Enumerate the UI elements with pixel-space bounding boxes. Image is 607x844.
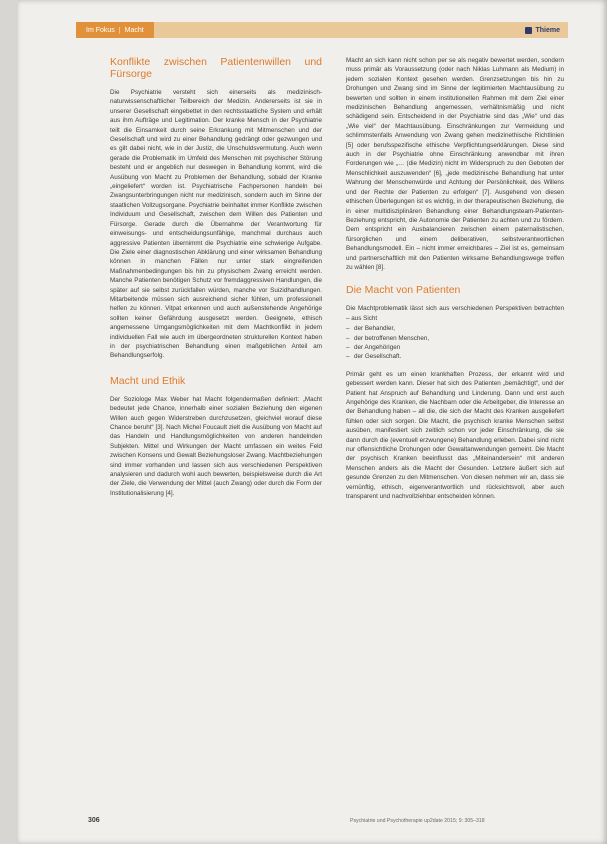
list-item: – der Angehörigen bbox=[346, 343, 564, 352]
paragraph-macht-ethik: Der Soziologe Max Weber hat Macht folgendermaßen definiert: „Macht bedeutet jede Chance, innerhalb einer sozialen Beziehung den eigenen Willen auch gegen Widerstreben durchzusetzen, gleichviel worauf diese Chance beruht“ [3]. Nach Michel Foucault zielt die Ausübung von Macht auf das Handeln und Handlungsmöglichkeiten von anderen handelnden Subjekten. Mittel und Wirkungen der Macht umfassen ein weites Feld zwischen Konsens und Gewalt Beziehungsloser Zwang. Machtbeziehungen sind immer vorhanden und lassen sich aus verschiedenen Perspektiven analysieren und dadurch wohl auch bewerten, beispielsweise durch die Art der Ziele, die Verwendung der Mittel (auch Zwang) oder durch die Form der Institutionalisierung [4]. bbox=[110, 395, 322, 497]
section-label: Im Fokus bbox=[86, 26, 115, 34]
left-column bbox=[110, 56, 322, 504]
subsection-label: Macht bbox=[124, 26, 144, 34]
brand-name: Thieme bbox=[535, 26, 560, 34]
document-page bbox=[18, 0, 607, 844]
paragraph-perspektiven: Die Machtproblematik lässt sich aus verschiedenen Perspektiven betrachten – aus Sicht bbox=[346, 305, 564, 322]
perspectives-list bbox=[346, 324, 564, 362]
header-separator: | bbox=[118, 26, 121, 34]
heading-macht-ethik: Macht und Ethik bbox=[110, 374, 186, 387]
list-item: – der Behandler, bbox=[346, 324, 564, 333]
publisher-logo bbox=[525, 27, 560, 34]
paragraph-krankhafter-prozess: Primär geht es um einen krankhaften Prozess, der erkannt wird und gebessert werden kann. Dieser hat sich des Patienten „bemächtigt“, und der Patient hat Anspruch auf Behandlung und Linderung. Dann und erst auch Angehörige des Kranken, die Nachbarn oder die Arbeitgeber, die Interesse an der Behandlung haben – all die, die sich der Macht des Kranken ausgeliefert fühlen oder sich sorgen. Die Macht, die psychisch kranke Menschen selbst ausüben, manifestiert sich zeitlich schon vor jeder Einschränkung, die sie dann durch die (eventuell erzwungene) Behandlung erleben. Dabei sind nicht nur offensichtliche Drohungen oder Gewaltanwendungen gemeint. Die Macht der psychisch Kranken beeinflusst das „Miteinandersein“ mit anderen Menschen anders als die Macht der Gesunden. Letztere äußert sich auf gesunde Grenzen zu den Mitmenschen. Von diesen nehmen wir an, dass sie vernünftig, ethisch, eigenverantwortlich und rücksichtsvoll, aber auch transparent und nachvollziehbar entscheiden können. bbox=[346, 370, 564, 501]
journal-citation: Psychiatrie und Psychotherapie up2date 2015; 9: 305–318 bbox=[350, 818, 485, 824]
section-tab bbox=[76, 22, 154, 38]
brand-icon bbox=[525, 27, 532, 34]
list-item: – der betroffenen Menschen, bbox=[346, 334, 564, 343]
list-item: – der Gesellschaft. bbox=[346, 352, 564, 361]
paragraph-konflikte: Die Psychiatrie versteht sich einerseits als medizinisch-naturwissenschaftlicher Teilbereich der Medizin. Andererseits ist sie in unserer Gesellschaft eingebettet in den rechtsstaatliche System und erhält aus ihm Aufträge und Legitimation. Der kranke Mensch in der Psychiatrie teilt die Einsamkeit durch seine Erkrankung mit Mitmenschen und der Gesellschaft und wird zu einer Behandlung gedrängt oder gezwungen und es gilt dabei nicht, wie in der Justiz, die Unschuldsvermutung. Auch wenn gerade die Problematik im Umfeld des Menschen mit psychischer Störung besteht und er angeblich nur deswegen in Behandlung kommt, wird die Ausübung von Macht zu Problemen der Behandlung, sobald der Kranke „eingeliefert“ worden ist. Psychiatrische Fachpersonen handeln bei Zwangsunterbringungen nicht nur medizinisch, sondern auch im Sinne der staatlichen Vollzugsorgane. Psychiatrie beinhaltet immer Konflikte zwischen Individuum und Gesellschaft, zwischen dem Willen des Patienten und Fürsorge. Gerade durch die Übernahme der Verantwortung für einweisungs- und entscheidungsunfähige, manchmal durchaus auch aggressive Patienten übernimmt die Psychiatrie eine schwierige Aufgabe. Die Ziele einer diagnostischen Abklärung und einer wirksamen Behandlung können in manchen Fällen nur unter stark eingreifenden Maßnahmenbedingungen bis hin zu physischem Zwang erreicht werden. Manche Patienten benötigen Schutz vor fremdaggressiven Handlungen, die später auf sie selbst zurückfallen würden, manche vor Suizidhandlungen. Mitarbeitende müssen sich ausreichend sicher fühlen, um professionell helfen zu können. Vitpat erkennen und auch außenstehende Angehörige sollten keiner Gefährdung ausgesetzt werden. Geeignete, ethisch angemessene Umgangsmöglichkeiten mit dem Machtkonflikt in jedem individuellen Fall wie auch im übergeordneten strukturellen Kontext haben in der psychiatrischen Behandlung einen maßgeblichen Anteil am Behandlungserfolg. bbox=[110, 89, 322, 360]
right-column bbox=[346, 56, 564, 507]
paragraph-macht-an-sich: Macht an sich kann nicht schon per se als negativ bewertet werden, sondern muss primär als Voraussetzung (oder nach Niklas Luhmann als Medium) in jedem sozialen Kontext gesehen werden. Grenzsetzungen bis hin zu Drohungen und Zwang sind im Sinne der legitimierten Machtausübung zu bewerten und sollten in einem institutionellen Rahmen mit dem Ziel einer medizinischen Behandlung angemessen, verhältnismäßig und nicht schädigend sein. Entscheidend in der Psychiatrie sind das „Wie“ und das „Wie viel“ der Machtausübung. Einschränkungen zur Vermeidung und schlimmstenfalls Anwendung von Zwang gehen medizinethische Richtlinien [5] oder berufsspezifische ethische Verpflichtungserklärungen. Diese sind auch in der Psychiatrie ohne Einschränkung anwendbar mit ihren Forderungen wie „… (die Medizin) nicht im Widerspruch zu den Geboten der Menschlichkeit auszuwenden“ [6], „jede medizinische Behandlung hat unter Wahrung der Menschenwürde und Achtung der Persönlichkeit, des Willens und der Rechte der Patienten zu erfolgen“ [7]. Ausgehend von diesen ethischen Überlegungen ist es wichtig, in der therapeutischen Beziehung, die in einer multidisziplinären Behandlung einer Behandlungsteam-Patienten-Beziehung entspricht, die Autonomie der Patienten zu achten und zu fördern. Dem entspricht ein Ausbalancieren zwischen einem paternalistischen, fürsorglichen und einem deliberativen, selbstverantwortlichen Behandlungsmodell. Ein – nicht immer erreichbares – Ziel ist es, gemeinsam und partnerschaftlich mit den Patienten wirksame Behandlungswege treffen zu wählen [8]. bbox=[346, 57, 564, 271]
heading-macht-patienten: Die Macht von Patienten bbox=[346, 284, 461, 297]
page-number: 306 bbox=[88, 817, 100, 824]
section-header bbox=[76, 22, 568, 38]
heading-konflikte: Konflikte zwischen Patientenwillen und Fürsorge bbox=[110, 56, 322, 80]
